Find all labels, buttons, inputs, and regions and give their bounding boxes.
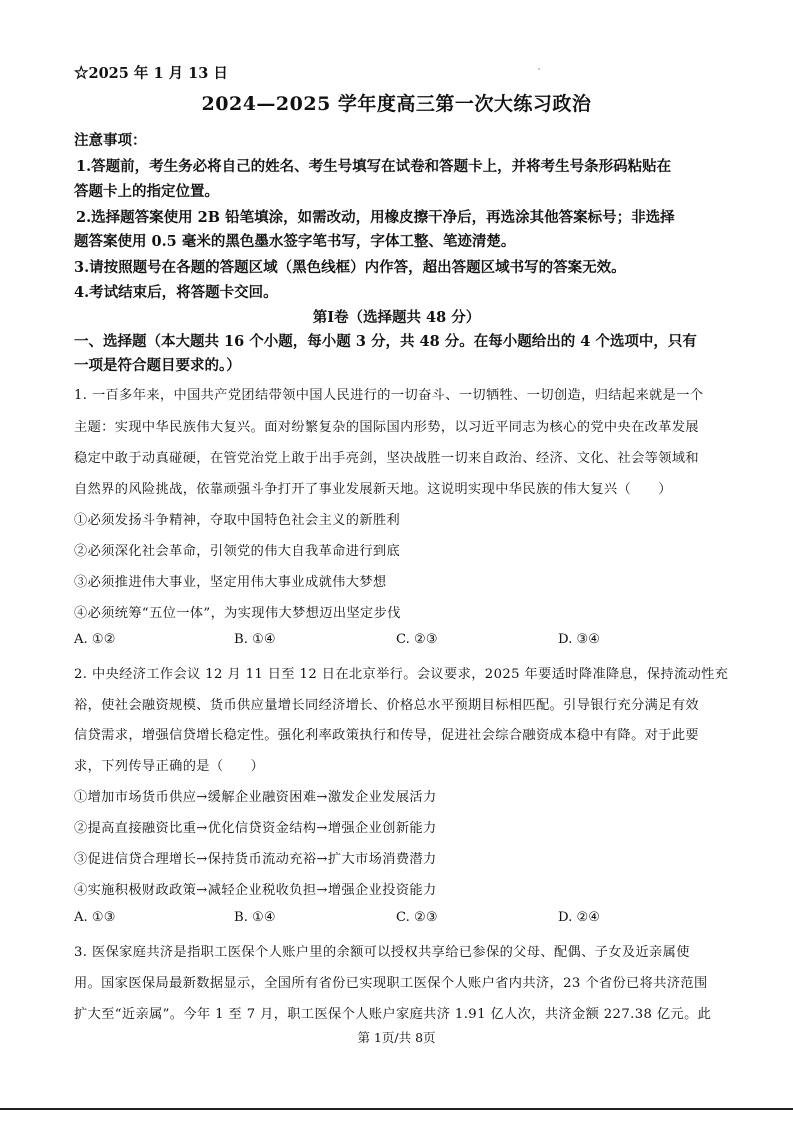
question-2-stem: 信贷需求，增强信贷增长稳定性。强化利率政策执行和传导，促进社会综合融资成本稳中有降。对于此要 — [74, 728, 700, 743]
question-1-item: ④必须统筹“五位一体”，为实现伟大梦想迈出坚定步伐 — [74, 606, 401, 621]
notes-heading: 注意事项： — [74, 132, 147, 149]
question-1-option-c[interactable]: C. ②③ — [396, 632, 438, 647]
question-1-stem: 主题：实现中华民族伟大复兴。面对纷繁复杂的国际国内形势，以习近平同志为核心的党中央在改革发展 — [74, 420, 700, 435]
exam-date: ☆2025 年 1 月 13 日 — [74, 65, 228, 82]
question-1-option-b[interactable]: B. ①④ — [234, 632, 276, 647]
question-2-stem: 裕，使社会融资规模、货币供应量增长同经济增长、价格总水平预期目标相匹配。引导银行充分满足有效 — [74, 698, 700, 713]
question-2-item: ③促进信贷合理增长→保持货币流动充裕→扩大市场消费潜力 — [74, 852, 437, 867]
question-1-item: ③必须推进伟大事业，坚定用伟大事业成就伟大梦想 — [74, 575, 387, 590]
note-line: 4.考试结束后，将答题卡交回。 — [74, 284, 278, 301]
note-line: 3.请按照题号在各题的答题区域（黑色线框）内作答，超出答题区域书写的答案无效。 — [74, 259, 626, 276]
question-1-item: ②必须深化社会革命，引领党的伟大自我革命进行到底 — [74, 544, 401, 559]
note-line: 答题卡上的指定位置。 — [74, 183, 219, 200]
bottom-divider — [0, 1108, 793, 1110]
question-3-stem: 3. 医保家庭共济是指职工医保个人账户里的余额可以授权共享给已参保的父母、配偶、子女及近亲属使 — [74, 945, 690, 960]
section-intro: 一、选择题（本大题共 16 个小题，每小题 3 分，共 48 分。在每小题给出的 4 个选项中，只有 — [74, 333, 697, 350]
question-2-option-a[interactable]: A. ①③ — [74, 910, 116, 925]
question-1-stem: 1. 一百多年来，中国共产党团结带领中国人民进行的一切奋斗、一切牺牲、一切创造，归结起来就是一个 — [74, 388, 704, 403]
question-2-option-d[interactable]: D. ②④ — [558, 910, 601, 925]
page-title: 2024—2025 学年度高三第一次大练习政治 — [201, 93, 592, 115]
question-2-item: ①增加市场货币供应→缓解企业融资困难→激发企业发展活力 — [74, 790, 437, 805]
page-number: 第 1页/共 8页 — [357, 1030, 436, 1045]
scan-speck — [538, 68, 540, 70]
question-1-item: ①必须发扬斗争精神，夺取中国特色社会主义的新胜利 — [74, 513, 401, 528]
question-2-item: ④实施积极财政政策→减轻企业税收负担→增强企业投资能力 — [74, 883, 437, 898]
note-line: 题答案使用 0.5 毫米的黑色墨水签字笔书写，字体工整、笔迹清楚。 — [74, 233, 516, 250]
section-intro: 一项是符合题目要求的。） — [74, 357, 241, 374]
question-2-option-b[interactable]: B. ①④ — [234, 910, 276, 925]
question-2-option-c[interactable]: C. ②③ — [396, 910, 438, 925]
note-line: 1.答题前，考生务必将自己的姓名、考生号填写在试卷和答题卡上，并将考生号条形码粘贴在 — [76, 158, 672, 175]
question-1-stem: 稳定中敢于动真碰硬，在管党治党上敢于出手亮剑，坚决战胜一切来自政治、经济、文化、社会等领域和 — [74, 451, 700, 466]
question-2-stem: 求，下列传导正确的是（ ） — [74, 759, 265, 774]
question-1-option-d[interactable]: D. ③④ — [558, 632, 601, 647]
question-3-stem: 扩大至“近亲属”。今年 1 至 7 月，职工医保个人账户家庭共济 1.91 亿人次，共济金额 227.38 亿元。此 — [74, 1007, 712, 1022]
question-1-stem: 自然界的风险挑战，依靠顽强斗争打开了事业发展新天地。这说明实现中华民族的伟大复兴（ ） — [74, 482, 672, 497]
question-2-stem: 2. 中央经济工作会议 12 月 11 日至 12 日在北京举行。会议要求，2025 年要适时降准降息，保持流动性充 — [74, 667, 729, 682]
question-3-stem: 用。国家医保局最新数据显示，全国所有省份已实现职工医保个人账户省内共济，23 个省份已将共济范围 — [74, 976, 708, 991]
note-line: 2.选择题答案使用 2B 铅笔填涂，如需改动，用橡皮擦干净后，再选涂其他答案标号；非选择 — [76, 209, 675, 226]
section-title: 第Ⅰ卷（选择题共 48 分） — [312, 309, 481, 326]
question-1-option-a[interactable]: A. ①② — [74, 632, 116, 647]
question-2-item: ②提高直接融资比重→优化信贷资金结构→增强企业创新能力 — [74, 821, 437, 836]
